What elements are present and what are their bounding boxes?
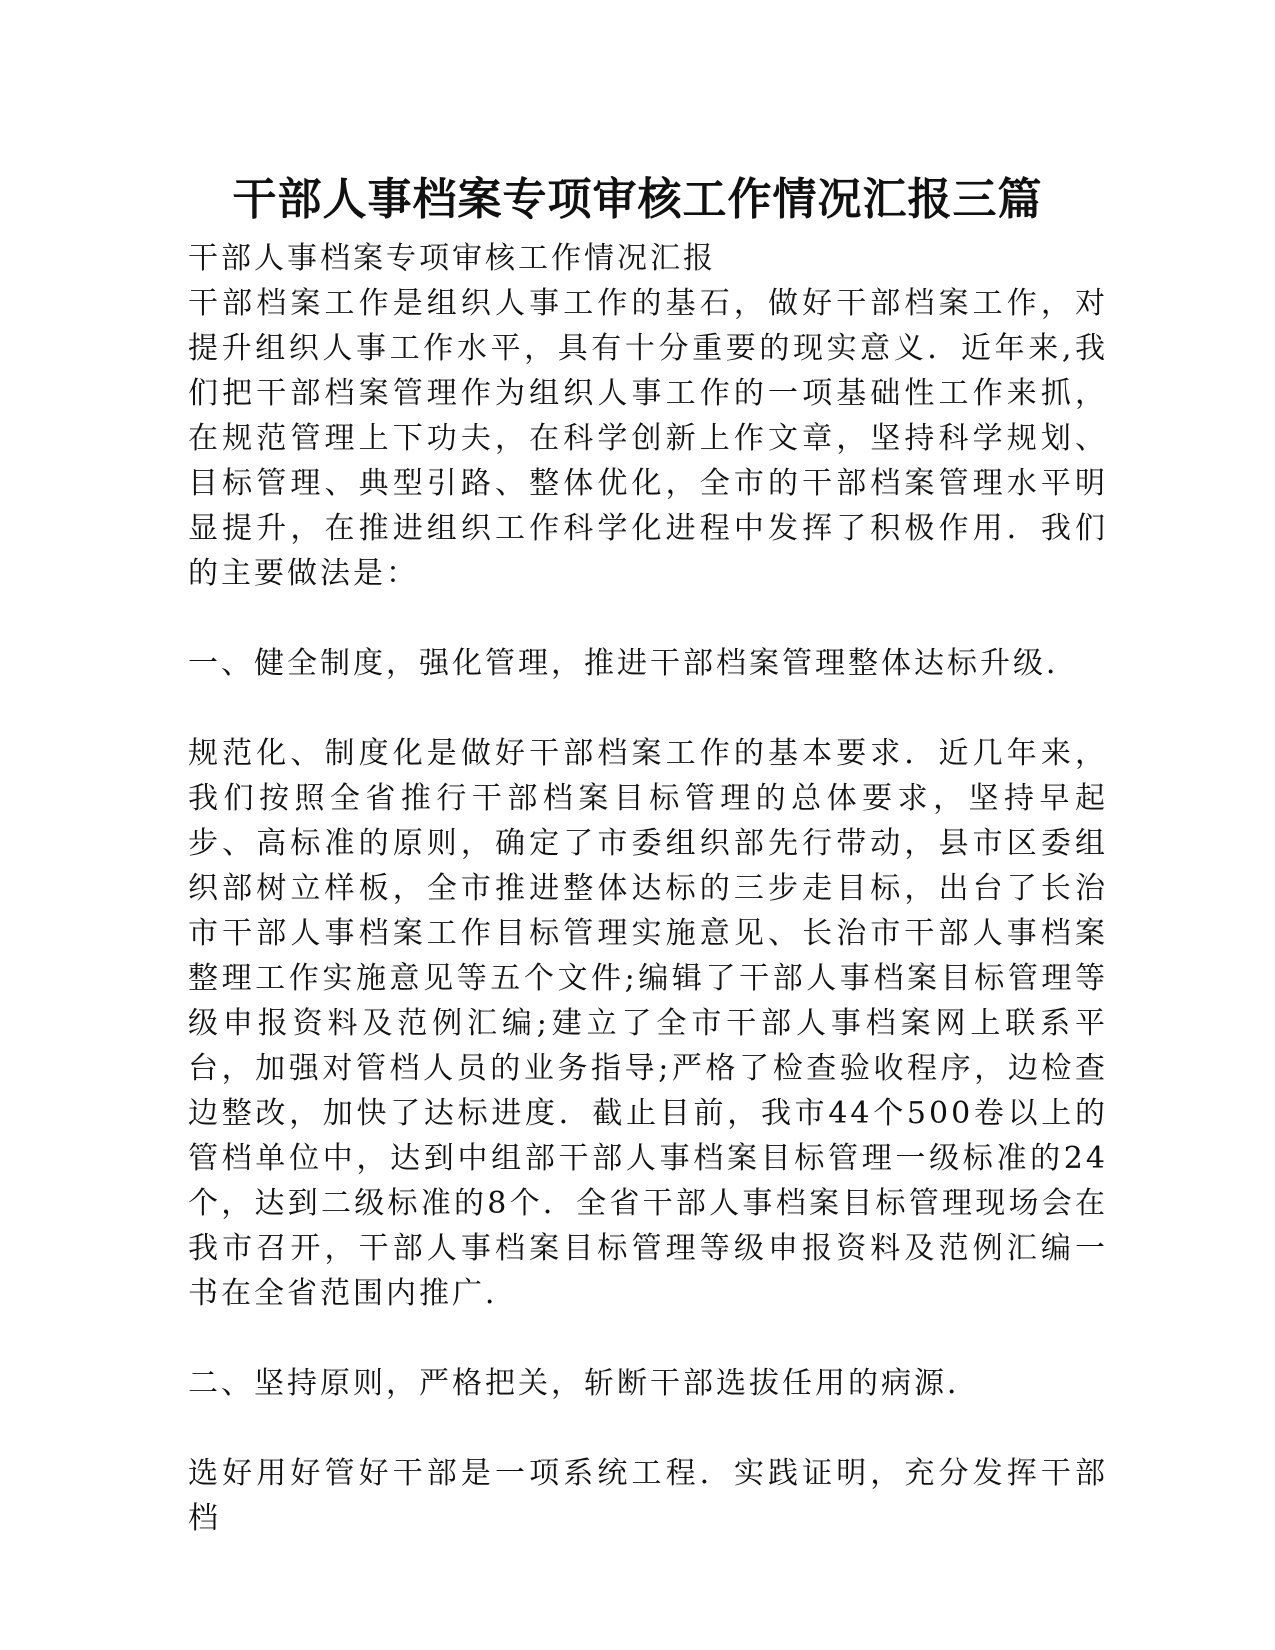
- document-subtitle: 干部人事档案专项审核工作情况汇报: [188, 241, 716, 276]
- intro-paragraph: 干部档案工作是组织人事工作的基石，做好干部档案工作，对提升组织人事工作水平，具有十分重要的现实意义．近年来,我们把干部档案管理作为组织人事工作的一项基础性工作来抓，在规范管理上下功夫，在科学创新上作文章，坚持科学规划、目标管理、典型引路、整体优化，全市的干部档案管理水平明显提升，在推进组织工作科学化进程中发挥了积极作用．我们的主要做法是：: [188, 286, 1108, 591]
- document-body: [188, 236, 1108, 1541]
- section-1-heading: 一、健全制度，强化管理，推进干部档案管理整体达标升级．: [188, 646, 1079, 681]
- document-title: 干部人事档案专项审核工作情况汇报三篇: [232, 174, 1043, 225]
- section-2-paragraph: 选好用好管好干部是一项系统工程．实践证明，充分发挥干部档: [188, 1456, 1108, 1536]
- section-2-heading: 二、坚持原则，严格把关，斩断干部选拔任用的病源．: [188, 1366, 980, 1401]
- section-1-paragraph: 规范化、制度化是做好干部档案工作的基本要求．近几年来，我们按照全省推行干部档案目标管理的总体要求，坚持早起步、高标准的原则，确定了市委组织部先行带动，县市区委组织部树立样板，全市推进整体达标的三步走目标，出台了长治市干部人事档案工作目标管理实施意见、长治市干部人事档案整理工作实施意见等五个文件;编辑了干部人事档案目标管理等级申报资料及范例汇编;建立了全市干部人事档案网上联系平台，加强对管档人员的业务指导;严格了检查验收程序，边检查边整改，加快了达标进度．截止目前，我市44个500卷以上的管档单位中，达到中组部干部人事档案目标管理一级标准的24个，达到二级标准的8个．全省干部人事档案目标管理现场会在我市召开，干部人事档案目标管理等级申报资料及范例汇编一书在全省范围内推广．: [188, 736, 1108, 1311]
